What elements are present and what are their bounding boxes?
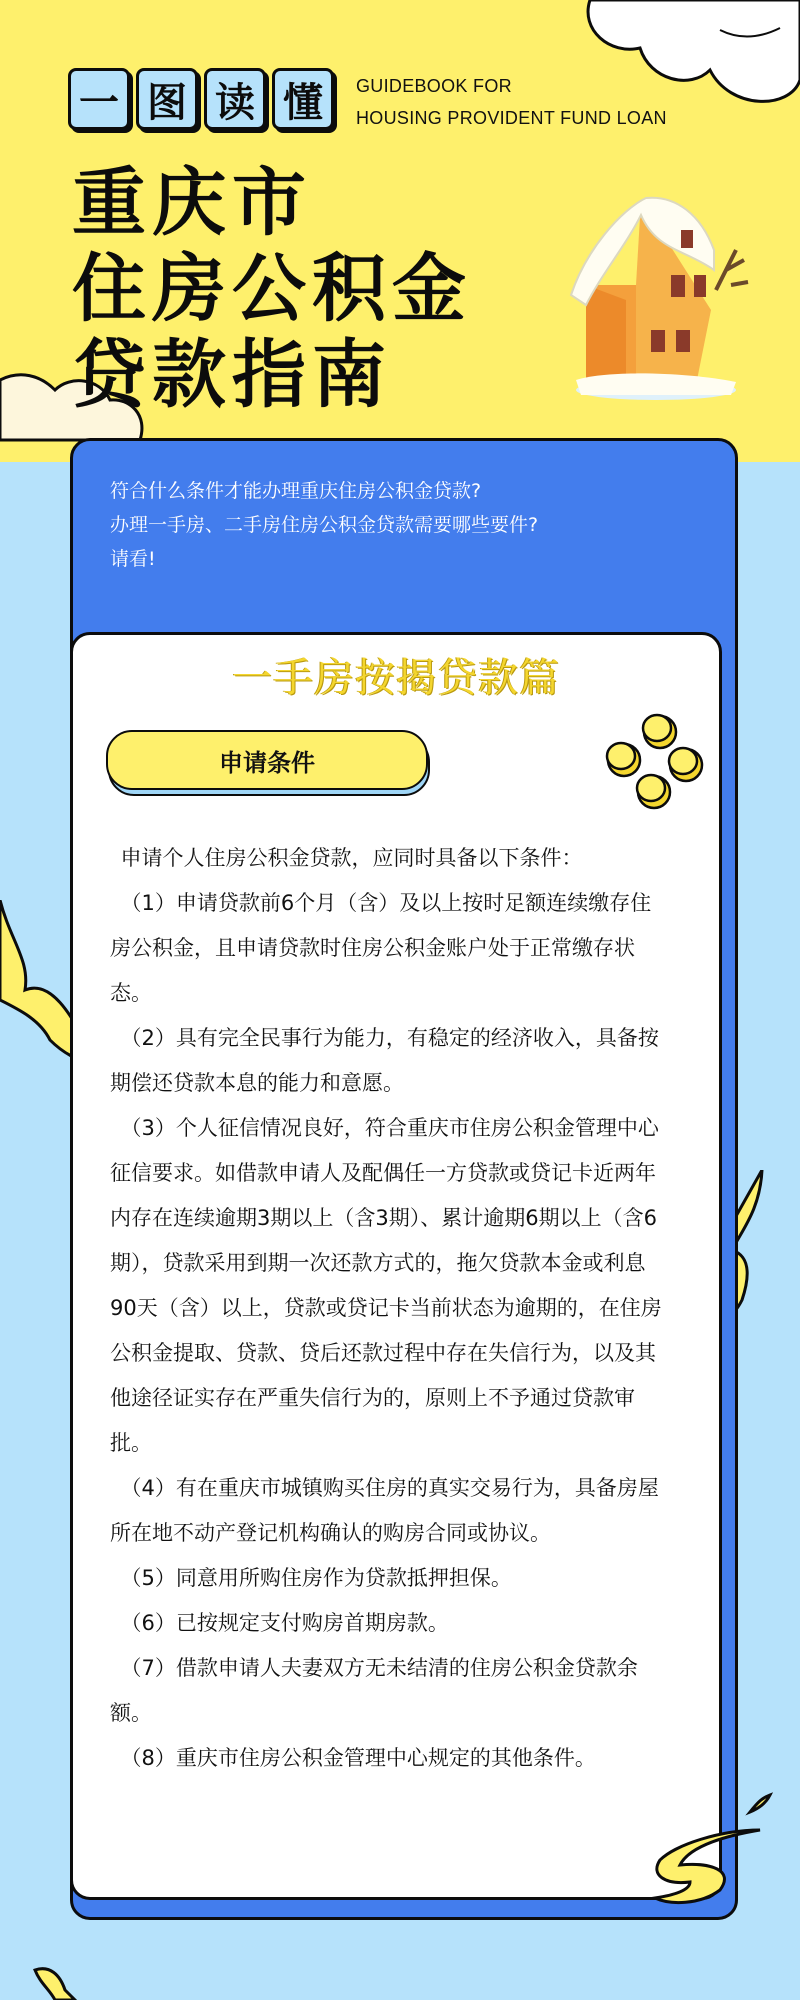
conditions-text [110,836,666,1781]
english-subtitle [356,70,667,134]
condition-paragraph: （2）具有完全民事行为能力，有稳定的经济收入，具备按期偿还贷款本息的能力和意愿。 [110,1026,659,1095]
page-title-line: 重庆市 [72,160,312,246]
header-tile: 读 [204,68,266,130]
condition-paragraph: （3）个人征信情况良好，符合重庆市住房公积金管理中心征信要求。如借款申请人及配偶任一方贷款或贷记卡近两年内存在连续逾期3期以上（含3期）、累计逾期6期以上（含6期），贷款采用到期一次还款方式的，拖欠贷款本金或利息90天（含）以上，贷款或贷记卡当前状态为逾期的，在住房公积金提取、贷款、贷后还款过程中存在失信行为，以及其他途径证实存在严重失信行为的，原则上不予通过贷款审批。 [110,1116,662,1455]
condition-paragraph: （8）重庆市住房公积金管理中心规定的其他条件。 [120,1746,596,1770]
intro-line: 符合什么条件才能办理重庆住房公积金贷款? [110,480,482,502]
header-tile: 一 [68,68,130,130]
section-title: 一手房按揭贷款篇 [232,655,560,701]
header-tile: 懂 [272,68,334,130]
squiggle-decoration-bottom-left [30,1965,90,2000]
page-title-line: 住房公积金 [72,246,472,332]
section-pill: 申请条件 [106,730,428,790]
condition-paragraph: （7）借款申请人夫妻双方无未结清的住房公积金贷款余额。 [110,1656,638,1725]
squiggle-decoration-bottom-right [650,1790,780,1920]
coins-decoration [604,710,704,820]
intro-line: 请看! [110,548,156,570]
condition-paragraph: 申请个人住房公积金贷款，应同时具备以下条件： [120,846,583,870]
page-title-line: 贷款指南 [72,332,392,418]
condition-paragraph: （1）申请贷款前6个月（含）及以上按时足额连续缴存住房公积金，且申请贷款时住房公积金账户处于正常缴存状态。 [110,891,652,1005]
house-illustration [566,190,756,410]
header-tile: 图 [136,68,198,130]
condition-paragraph: （6）已按规定支付购房首期房款。 [120,1611,449,1635]
english-subtitle-line: GUIDEBOOK FOR [356,76,512,96]
header-tiles [68,68,334,130]
intro-line: 办理一手房、二手房住房公积金贷款需要哪些要件? [110,514,539,536]
page-title [72,160,472,418]
intro-text [110,474,538,576]
condition-paragraph: （4）有在重庆市城镇购买住房的真实交易行为，具备房屋所在地不动产登记机构确认的购房合同或协议。 [110,1476,659,1545]
english-subtitle-line: HOUSING PROVIDENT FUND LOAN [356,108,667,128]
condition-paragraph: （5）同意用所购住房作为贷款抵押担保。 [120,1566,512,1590]
